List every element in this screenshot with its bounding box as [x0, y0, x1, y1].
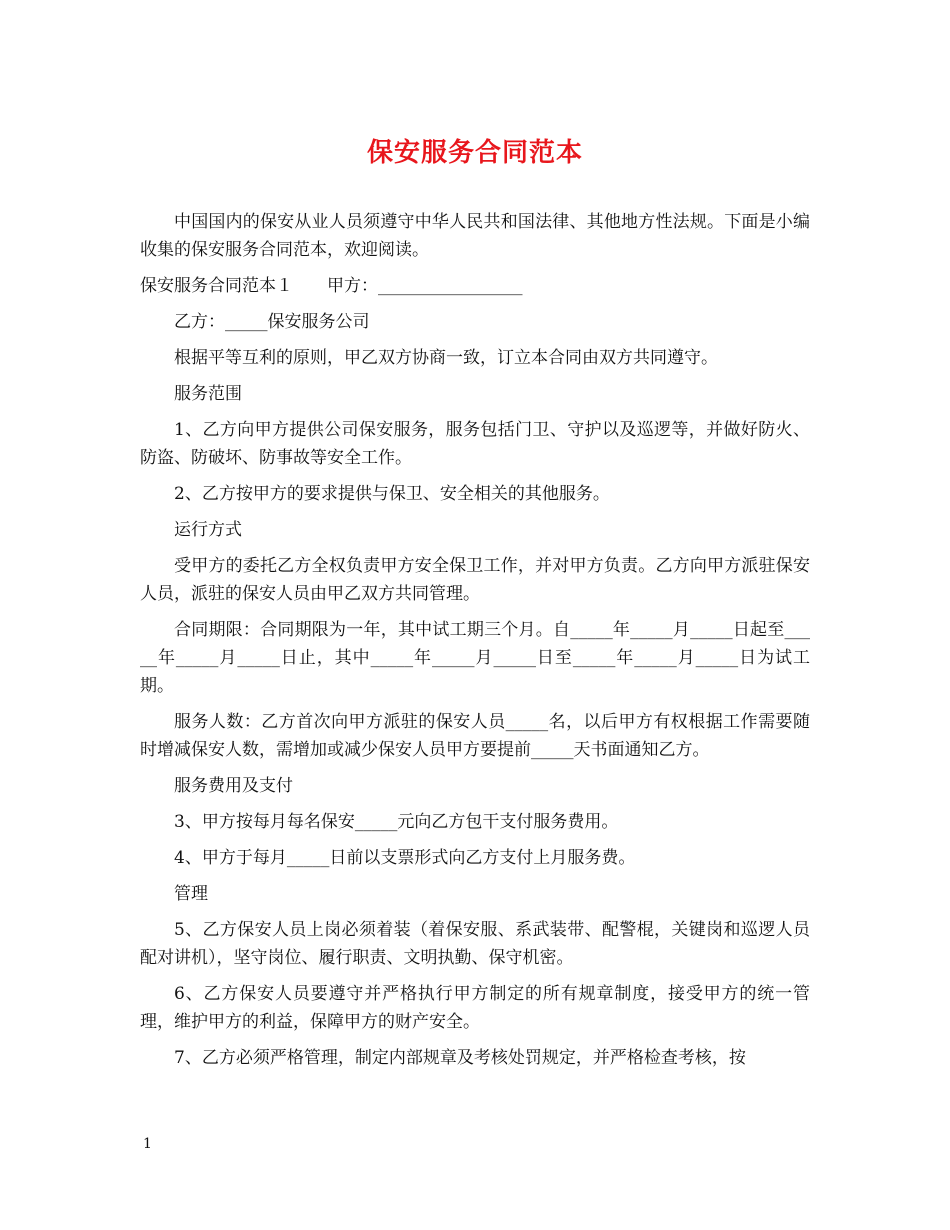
paragraph: 保安服务合同范本１ 甲方：_________________	[140, 276, 523, 296]
document-body	[140, 208, 810, 1080]
page-number: 1	[143, 1136, 152, 1152]
paragraph: 服务范围	[174, 384, 242, 404]
paragraph: 合同期限：合同期限为一年，其中试工期三个月。自_____年_____月_____日起至_____年_____月_____日止，其中_____年_____月_____日至_____年_____月_____日为试工期。	[140, 620, 810, 696]
paragraph: 1、乙方向甲方提供公司保安服务，服务包括门卫、守护以及巡逻等，并做好防火、防盗、防破坏、防事故等安全工作。	[140, 420, 810, 468]
paragraph: 5、乙方保安人员上岗必须着装（着保安服、系武装带、配警棍，关键岗和巡逻人员配对讲机），坚守岗位、履行职责、文明执勤、保守机密。	[140, 920, 810, 968]
paragraph: 运行方式	[174, 520, 242, 540]
paragraph: 乙方：_____保安服务公司	[174, 312, 370, 332]
paragraph: 受甲方的委托乙方全权负责甲方安全保卫工作，并对甲方负责。乙方向甲方派驻保安人员，派驻的保安人员由甲乙双方共同管理。	[140, 556, 810, 604]
paragraph: 6、乙方保安人员要遵守并严格执行甲方制定的所有规章制度，接受甲方的统一管理，维护甲方的利益，保障甲方的财产安全。	[140, 984, 810, 1032]
paragraph: 根据平等互利的原则，甲乙双方协商一致，订立本合同由双方共同遵守。	[174, 348, 718, 368]
paragraph: 3、甲方按每月每名保安_____元向乙方包干支付服务费用。	[174, 812, 619, 832]
paragraph: 管理	[174, 884, 208, 904]
paragraph: 2、乙方按甲方的要求提供与保卫、安全相关的其他服务。	[174, 484, 610, 504]
paragraph: 服务费用及支付	[174, 776, 293, 796]
paragraph: 7、乙方必须严格管理，制定内部规章及考核处罚规定，并严格检查考核，按	[174, 1048, 746, 1068]
paragraph: 4、甲方于每月_____日前以支票形式向乙方支付上月服务费。	[174, 848, 636, 868]
document-title: 保安服务合同范本	[366, 138, 583, 168]
paragraph: 服务人数：乙方首次向甲方派驻的保安人员_____名，以后甲方有权根据工作需要随时增减保安人数，需增加或减少保安人员甲方要提前_____天书面通知乙方。	[140, 712, 810, 760]
paragraph: 中国国内的保安从业人员须遵守中华人民共和国法律、其他地方性法规。下面是小编收集的保安服务合同范本，欢迎阅读。	[140, 212, 810, 260]
